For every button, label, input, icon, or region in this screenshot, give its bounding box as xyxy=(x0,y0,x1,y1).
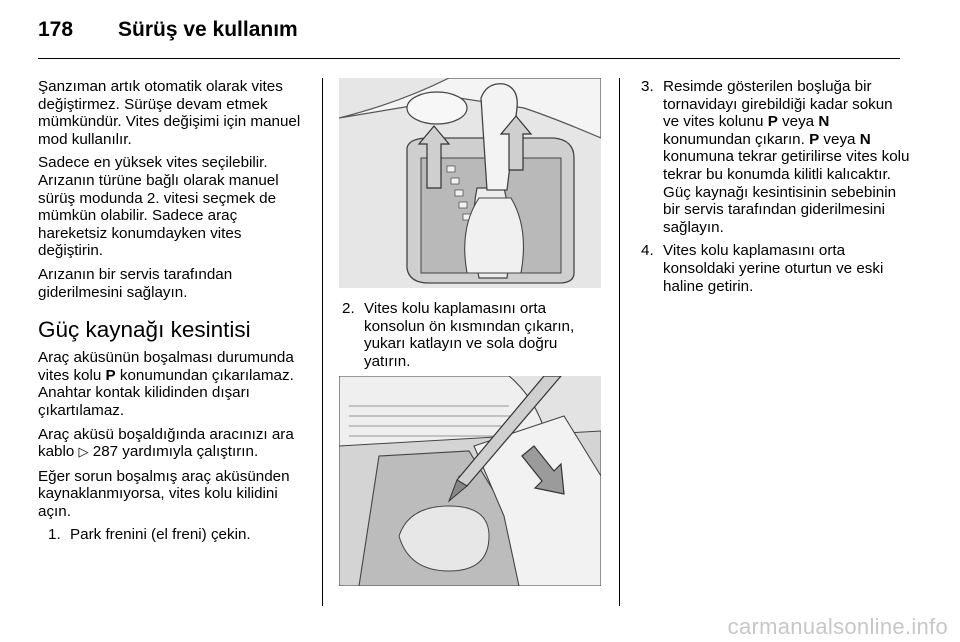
step-text: Resimde gösterilen boşluğa bir tornavidayı girebildiği kadar sokun ve vites kolunu P veya N konumundan çıkarın. P veya N konumuna tekrar getirilirse vites kolu tekrar bu konumda kilitli kalıcaktır. Güç kaynağı kesintisinin sebebinin bir servis tarafından giderilmesini sağlayın. xyxy=(663,78,910,236)
gear-n-label: N xyxy=(818,113,830,131)
step-number: 4. xyxy=(641,242,654,260)
page-header xyxy=(38,18,918,48)
page-reference-icon: ▷ xyxy=(78,445,89,461)
step-2 xyxy=(342,300,604,370)
column-divider-left xyxy=(322,78,323,606)
watermark: carmanualsonline.info xyxy=(727,614,948,639)
header-rule xyxy=(38,58,900,59)
paragraph-service: Arızanın bir servis tarafından giderilmesini sağlayın. xyxy=(38,265,233,301)
paragraph-unlock: Eğer sorun boşalmış araç aküsünden kaynaklanmıyorsa, vites kolu kilidini açın. xyxy=(38,467,290,520)
paragraph-jump-start: Araç aküsü boşaldığında aracınızı ara kablo ▷ 287 yardımıyla çalıştırın. xyxy=(38,425,294,461)
step-text: Vites kolu kaplamasını orta konsolun ön kısmından çıkarın, yukarı katlayın ve sola doğru yatırın. xyxy=(364,300,575,370)
figure-gear-lever xyxy=(339,78,601,288)
gear-p-label: P xyxy=(767,113,778,131)
paragraph-transmission: Şanzıman artık otomatik olarak vites değiştirmez. Sürüşe devam etmek mümkündür. Vites değişimi için manuel mod kullanılır. xyxy=(38,78,301,148)
subheading-power-failure: Güç kaynağı kesintisi xyxy=(38,317,251,343)
paragraph-highest-gear: Sadece en yüksek vites seçilebilir. Arızanın türüne bağlı olarak manuel sürüş modunda 2. vitesi seçmek de mümkün olabilir. Sadece araç hareketsiz konumdayken vites değiştirin. xyxy=(38,154,279,260)
page-number: 178 xyxy=(38,18,74,41)
step-4 xyxy=(641,242,911,295)
column-divider-right xyxy=(619,78,620,606)
section-title: Sürüş ve kullanım xyxy=(118,18,298,41)
gear-lever-illustration xyxy=(339,78,601,288)
text-column-right xyxy=(641,78,911,301)
text-column-left xyxy=(38,78,310,550)
step-number: 2. xyxy=(342,300,355,317)
paragraph-battery-discharge: Araç aküsünün boşalması durumunda vites kolu P konumundan çıkarılamaz. Anahtar kontak kilidinden dışarı çıkartılamaz. xyxy=(38,349,294,419)
text-column-middle xyxy=(342,300,604,376)
gear-p-label: P xyxy=(105,366,116,384)
gear-n-label: N xyxy=(859,130,871,148)
screwdriver-illustration xyxy=(339,376,601,586)
step-1 xyxy=(48,526,310,544)
step-3 xyxy=(641,78,911,236)
gear-p-label: P xyxy=(809,130,820,148)
step-text: Vites kolu kaplamasını orta konsoldaki yerine oturtun ve eski haline getirin. xyxy=(663,242,884,295)
step-number: 1. xyxy=(48,526,61,544)
step-number: 3. xyxy=(641,78,654,95)
step-text: Park frenini (el freni) çekin. xyxy=(70,526,251,544)
figure-screwdriver-release xyxy=(339,376,601,586)
